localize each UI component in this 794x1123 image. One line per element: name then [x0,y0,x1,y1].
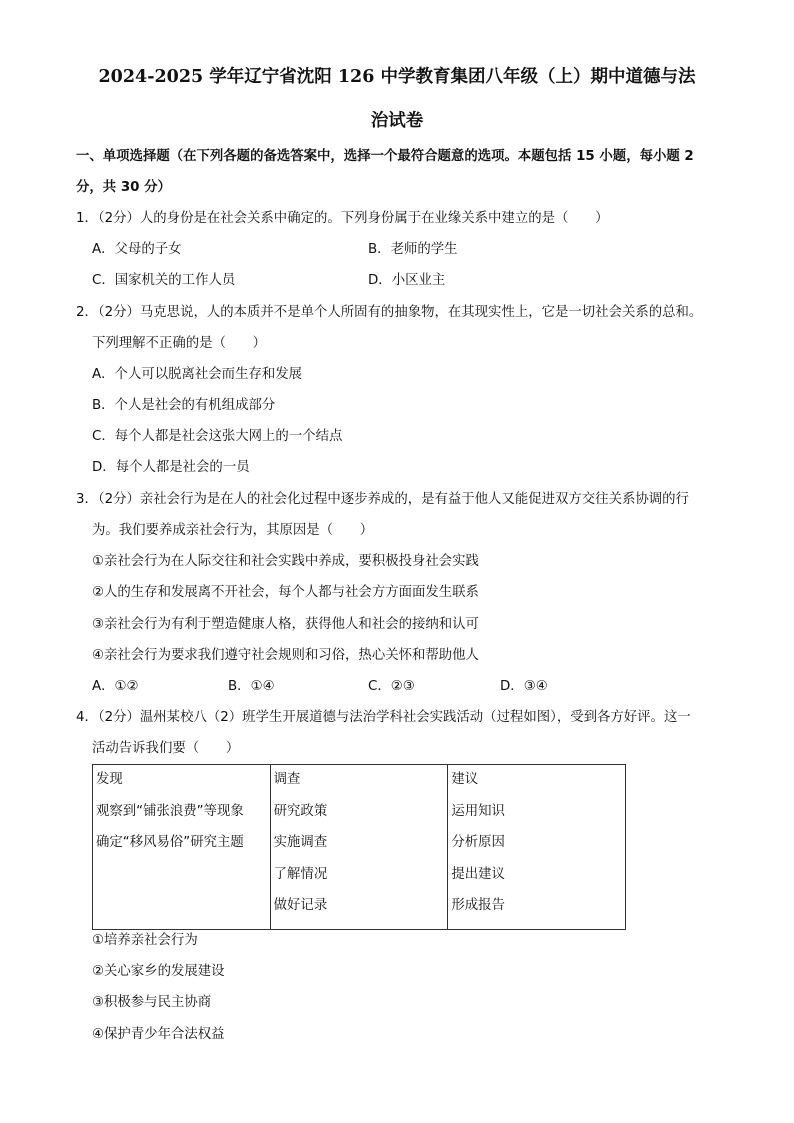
q2-stem-line1: 2．（2分）马克思说，人的本质并不是单个人所固有的抽象物，在其现实性上，它是一切社会关系的总和。 [76,305,703,320]
section-heading-line1: 一、单项选择题（在下列各题的备选答案中，选择一个最符合题意的选项。本题包括 15 小题，每小题 2 [76,149,694,164]
table-cell: 了解情况 [273,866,328,882]
q3-statement-4: ④亲社会行为要求我们遵守社会规则和习俗，热心关怀和帮助他人 [92,648,479,663]
q1-option-b: B．老师的学生 [368,242,458,257]
table-cell: 提出建议 [451,866,505,882]
q1-option-c: C．国家机关的工作人员 [92,273,236,288]
exam-title-line2: 治试卷 [370,111,424,131]
table-cell: 建议 [451,772,479,787]
table-cell: 做好记录 [273,898,328,913]
q2-option-d: D．每个人都是社会的一员 [92,460,250,475]
table-cell: 分析原因 [451,835,505,850]
q2-option-a: A．个人可以脱离社会而生存和发展 [92,367,303,382]
q3-statement-2: ②人的生存和发展离不开社会，每个人都与社会方方面面发生联系 [92,585,479,600]
q4-statement-3: ③积极参与民主协商 [92,995,212,1010]
table-cell: 发现 [96,772,123,787]
column-investigate [270,765,448,930]
q1-option-d: D．小区业主 [368,273,446,288]
table-cell: 实施调查 [273,835,328,850]
q3-stem-line1: 3．（2分）亲社会行为是在人的社会化过程中逐步养成的，是有益于他人又能促进双方交往关系协调的行 [76,492,689,507]
q2-option-c: C．每个人都是社会这张大网上的一个结点 [92,429,343,444]
column-discover [93,765,271,930]
q3-option-b: B．①④ [228,679,275,694]
section-heading-line2: 分，共 30 分） [76,180,171,195]
activity-process-table [92,764,626,930]
table-cell: 研究政策 [273,803,328,819]
q3-stem-line2: 为。我们要养成亲社会行为，其原因是（ ） [92,523,374,538]
q4-statement-2: ②关心家乡的发展建设 [92,964,225,979]
q4-stem-line1: 4．（2分）温州某校八（2）班学生开展道德与法治学科社会实践活动（过程如图），受到各方好评。这一 [76,710,691,725]
table-cell: 观察到“铺张浪费”等现象 [96,803,244,819]
q1-option-a: A．父母的子女 [92,242,182,257]
table-cell: 运用知识 [451,803,505,819]
q1-stem: 1．（2分）人的身份是在社会关系中确定的。下列身份属于在业缘关系中建立的是（ ） [76,211,609,226]
q3-option-c: C．②③ [368,679,415,694]
table-cell: 调查 [273,772,301,787]
q4-statement-1: ①培养亲社会行为 [92,933,198,948]
table-cell: 形成报告 [451,898,505,913]
q3-option-d: D．③④ [500,679,548,694]
q3-statement-3: ③亲社会行为有利于塑造健康人格，获得他人和社会的接纳和认可 [92,617,479,632]
q4-stem-line2: 活动告诉我们要（ ） [92,741,240,756]
table-cell: 确定“移风易俗”研究主题 [96,835,244,850]
q2-option-b: B．个人是社会的有机组成部分 [92,398,276,413]
q3-option-a: A．①② [92,679,139,694]
q3-statement-1: ①亲社会行为在人际交往和社会实践中养成，要积极投身社会实践 [92,554,479,569]
column-suggest [448,765,626,930]
q2-stem-line2: 下列理解不正确的是（ ） [92,336,267,351]
exam-title-line1: 2024-2025 学年辽宁省沈阳 126 中学教育集团八年级（上）期中道德与法 [98,67,696,87]
q4-statement-4: ④保护青少年合法权益 [92,1027,225,1042]
